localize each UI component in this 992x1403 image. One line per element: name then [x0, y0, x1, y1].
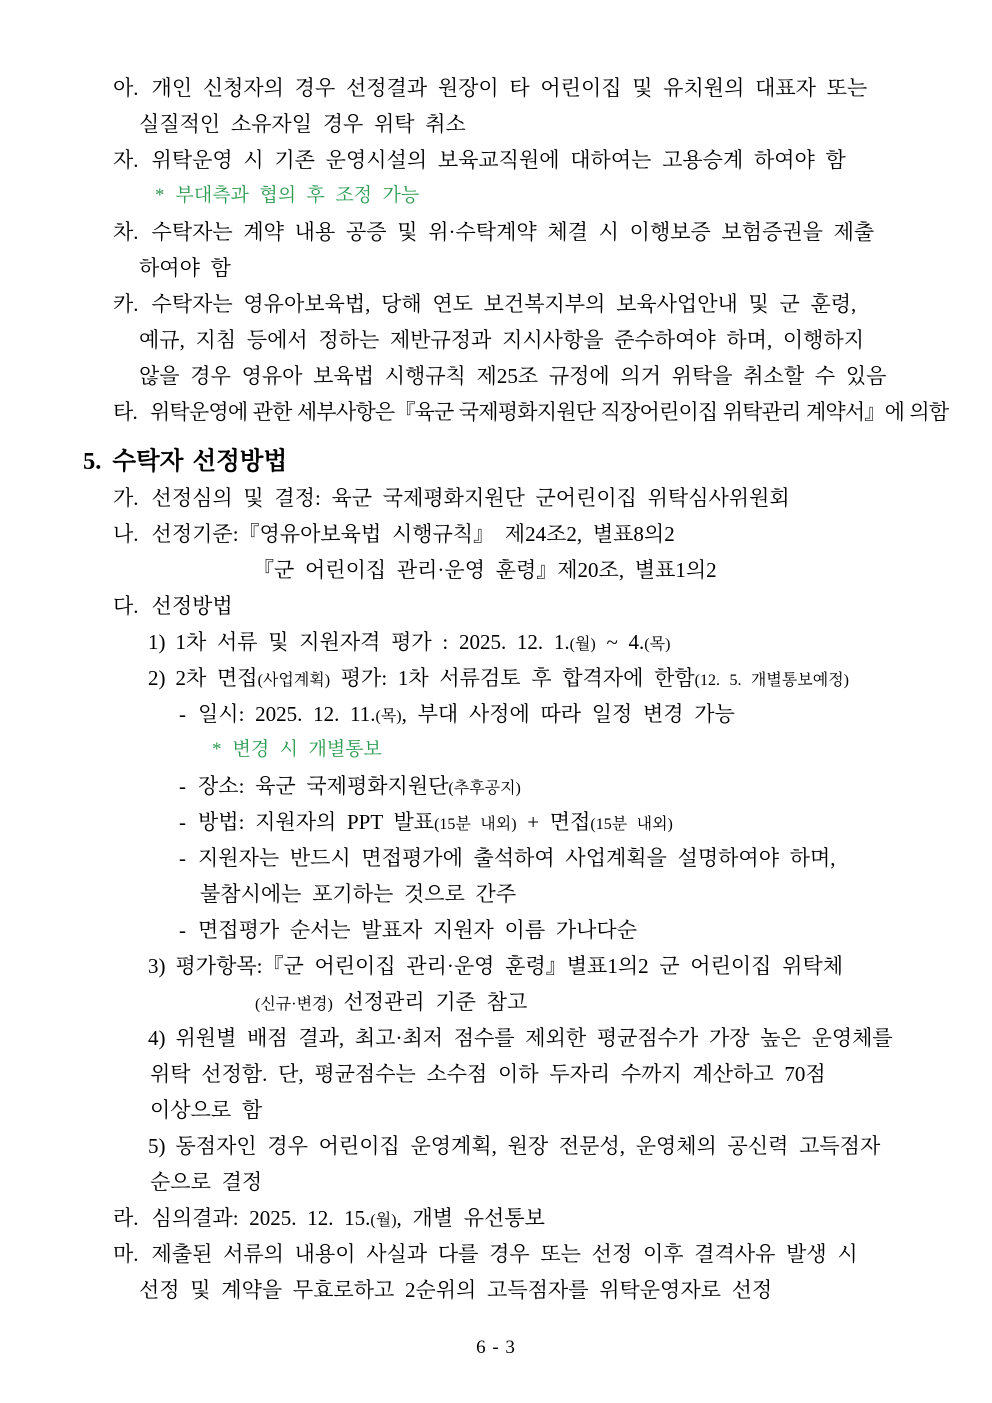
text-segment: (목) [375, 708, 402, 725]
line-label: 가. [113, 486, 139, 510]
line-label: - [179, 918, 186, 942]
line-label: * [212, 739, 222, 760]
line-label: 다. [113, 594, 139, 618]
dash-item-datetime [0, 696, 992, 732]
line-label: 5) [148, 1134, 166, 1158]
text-segment: (15분 내외) [590, 816, 673, 833]
text-segment: 하여야 함 [139, 256, 231, 280]
line-label: - [179, 810, 186, 834]
text-segment: 일시: 2025. 12. 11. [198, 702, 376, 726]
list-item-cha [0, 214, 992, 250]
text-segment: 동점자인 경우 어린이집 운영계획, 원장 전문성, 운영체의 공신력 고득점자 [175, 1134, 881, 1158]
line-label: 1) [148, 630, 166, 654]
page-number: 6 - 3 [476, 1337, 516, 1358]
text-segment: 개인 신청자의 경우 선정결과 원장이 타 어린이집 및 유치원의 대표자 또는 [151, 76, 868, 100]
numbered-item-5 [0, 1128, 992, 1164]
line-label: 자. [113, 148, 139, 172]
text-segment: 제출된 서류의 내용이 사실과 다를 경우 또는 선정 이후 결격사유 발생 시 [151, 1242, 858, 1266]
dash-item-place [0, 768, 992, 804]
line-label: 5. [83, 448, 102, 475]
text-segment: 선정관리 기준 참고 [332, 990, 528, 1014]
text-segment: 면접평가 순서는 발표자 지원자 이름 가나다순 [198, 918, 637, 942]
numbered-item-3-cont [0, 984, 992, 1020]
numbered-item-4-cont1 [0, 1056, 992, 1092]
text-segment: 지원자는 반드시 면접평가에 출석하여 사업계획을 설명하여야 하며, [198, 846, 836, 870]
line-label: - [179, 846, 186, 870]
text-segment: (추후공지) [448, 780, 521, 797]
numbered-item-5-cont [0, 1164, 992, 1200]
text-segment: 위탁 선정함. 단, 평균점수는 소수점 이하 두자리 수까지 계산하고 70점 [150, 1062, 826, 1086]
text-segment: + 면접 [516, 810, 591, 834]
dash-item-order [0, 912, 992, 948]
document-body [0, 70, 992, 1308]
list-item-cha-cont [0, 250, 992, 286]
list-item-ah-cont [0, 106, 992, 142]
text-segment: 선정 및 계약을 무효로하고 2순위의 고득점자를 위탁운영자로 선정 [139, 1278, 773, 1302]
line-label: 2) [148, 666, 166, 690]
line-label: * [155, 185, 165, 206]
text-segment: 평가: 1차 서류검토 후 합격자에 한함 [330, 666, 695, 690]
numbered-item-4 [0, 1020, 992, 1056]
list-item-ta [0, 394, 992, 430]
numbered-item-4-cont2 [0, 1092, 992, 1128]
text-segment: (사업계획) [257, 672, 331, 689]
dash-item-method [0, 804, 992, 840]
text-segment: (목) [644, 636, 671, 653]
numbered-item-1 [0, 624, 992, 660]
text-segment: (15분 내외) [434, 816, 517, 833]
line-label: 4) [148, 1026, 166, 1050]
text-segment: 변경 시 개별통보 [232, 739, 382, 760]
text-segment: 『군 어린이집 관리·운영 훈령』제20조, 별표1의2 [253, 558, 717, 582]
text-segment: 불참시에는 포기하는 것으로 간주 [200, 882, 517, 906]
line-label: 타. [113, 400, 137, 424]
list-item-na-cont [0, 552, 992, 588]
line-label: 카. [113, 292, 139, 316]
list-item-ga [0, 480, 992, 516]
green-note-2 [0, 732, 992, 768]
text-segment: 위탁운영에 관한 세부사항은『육군 국제평화지원단 직장어린이집 위탁관리 계약서』에 의함 [149, 400, 949, 424]
line-label: 라. [113, 1206, 139, 1230]
text-segment: 순으로 결정 [150, 1170, 263, 1194]
text-segment: 수탁자는 영유아보육법, 당해 연도 보건복지부의 보육사업안내 및 군 훈령, [151, 292, 857, 316]
text-segment: 장소: 육군 국제평화지원단 [198, 774, 449, 798]
text-segment: (월) [569, 636, 596, 653]
text-segment: 선정심의 및 결정: 육군 국제평화지원단 군어린이집 위탁심사위원회 [151, 486, 790, 510]
list-item-ah [0, 70, 992, 106]
text-segment: , 부대 사정에 따라 일정 변경 가능 [401, 702, 735, 726]
list-item-ma [0, 1236, 992, 1272]
text-segment: 2차 면접 [175, 666, 258, 690]
text-segment: 평가항목:『군 어린이집 관리·운영 훈령』별표1의2 군 어린이집 위탁체 [175, 954, 844, 978]
line-label: 마. [113, 1242, 139, 1266]
text-segment: 수탁자 선정방법 [112, 448, 288, 475]
text-segment: 심의결과: 2025. 12. 15. [151, 1206, 371, 1230]
text-segment: (12. 5. 개별통보예정) [694, 672, 849, 689]
text-segment: 위원별 배점 결과, 최고·최저 점수를 제외한 평균점수가 가장 높은 운영체를 [175, 1026, 893, 1050]
line-label: - [179, 702, 186, 726]
numbered-item-2 [0, 660, 992, 696]
list-item-ja [0, 142, 992, 178]
list-item-ka-cont1 [0, 322, 992, 358]
text-segment: 예규, 지침 등에서 정하는 제반규정과 지시사항을 준수하여야 하며, 이행하지 [139, 328, 865, 352]
text-segment: 선정방법 [151, 594, 233, 618]
line-label: 차. [113, 220, 139, 244]
dash-item-attendance-cont [0, 876, 992, 912]
section-heading-5 [0, 444, 992, 480]
text-segment: , 개별 유선통보 [396, 1206, 545, 1230]
text-segment: 않을 경우 영유아 보육법 시행규칙 제25조 규정에 의거 위탁을 취소할 수 있음 [139, 364, 887, 388]
line-label: 아. [113, 76, 139, 100]
line-label: 3) [148, 954, 166, 978]
text-segment: (신규·변경) [255, 996, 333, 1013]
line-label: - [179, 774, 186, 798]
list-item-ka-cont2 [0, 358, 992, 394]
numbered-item-3 [0, 948, 992, 984]
list-item-da [0, 588, 992, 624]
text-segment: 위탁운영 시 기존 운영시설의 보육교직원에 대하여는 고용승계 하여야 함 [151, 148, 846, 172]
text-segment: 방법: 지원자의 PPT 발표 [198, 810, 435, 834]
text-segment: 수탁자는 계약 내용 공증 및 위·수탁계약 체결 시 이행보증 보험증권을 제출 [151, 220, 875, 244]
line-label: 나. [113, 522, 139, 546]
list-item-ma-cont [0, 1272, 992, 1308]
text-segment: 선정기준:『영유아보육법 시행규칙』 제24조2, 별표8의2 [151, 522, 675, 546]
text-segment: 1차 서류 및 지원자격 평가 : 2025. 12. 1. [175, 630, 570, 654]
list-item-ra [0, 1200, 992, 1236]
green-note-1 [0, 178, 992, 214]
list-item-ka [0, 286, 992, 322]
text-segment: 실질적인 소유자일 경우 위탁 취소 [139, 112, 466, 136]
text-segment: 이상으로 함 [150, 1098, 263, 1122]
dash-item-attendance [0, 840, 992, 876]
list-item-na [0, 516, 992, 552]
text-segment: ~ 4. [595, 630, 645, 654]
text-segment: (월) [370, 1212, 397, 1229]
text-segment: 부대측과 협의 후 조정 가능 [175, 185, 420, 206]
